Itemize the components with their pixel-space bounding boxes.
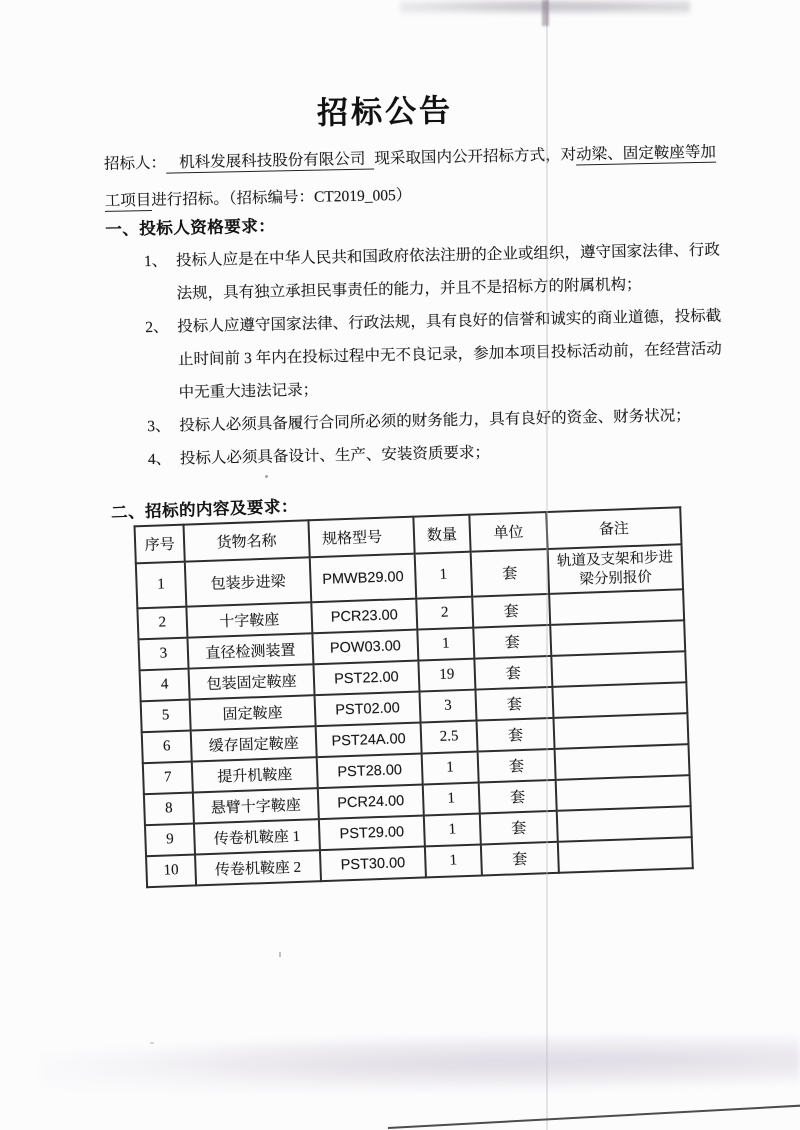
qty-cell: 1 <box>417 628 474 661</box>
item-number: 3、 <box>147 417 171 436</box>
name-cell: 提升机鞍座 <box>192 757 318 792</box>
intro-tail-text: 进行招标。（招标编号：CT2019_005） <box>151 186 412 209</box>
section2-heading: 二、招标的内容及要求： <box>110 496 299 523</box>
qty-cell: 2 <box>416 597 473 630</box>
table-body <box>136 544 693 887</box>
seq-column-header: 序号 <box>135 525 185 564</box>
remark-cell <box>555 744 690 780</box>
name-cell: 悬臂十字鞍座 <box>193 788 319 823</box>
unit-cell: 套 <box>479 780 557 814</box>
remark-column-header: 备注 <box>546 507 681 549</box>
section1-heading: 一、投标人资格要求： <box>105 216 276 239</box>
item-number: 1、 <box>143 252 168 271</box>
model-cell: PST28.00 <box>317 754 423 789</box>
seq-cell: 9 <box>145 824 195 857</box>
model-cell: PST02.00 <box>315 692 421 727</box>
name-column-header: 货物名称 <box>184 520 310 561</box>
name-cell: 传卷机鞍座 2 <box>195 850 321 885</box>
qty-cell: 3 <box>419 690 476 723</box>
name-cell: 传卷机鞍座 1 <box>194 819 320 854</box>
model-column-header: 规格型号 <box>308 517 414 558</box>
model-cell: PMWB29.00 <box>310 554 417 603</box>
unit-cell: 套 <box>475 687 553 721</box>
remark-cell <box>553 713 688 749</box>
intro-middle-text: 现采取国内公开招标方式，对 <box>374 146 577 168</box>
item-text: 投标人必须具备设计、生产、安装资质要求； <box>179 444 491 468</box>
item-number: 4、 <box>147 450 172 469</box>
scan-top-mark-artifact <box>542 0 549 26</box>
unit-cell: 套 <box>472 594 550 628</box>
seq-cell: 2 <box>137 607 187 640</box>
seq-cell: 10 <box>146 854 196 887</box>
qty-cell: 1 <box>425 845 482 878</box>
qty-cell: 19 <box>418 659 475 692</box>
model-cell: POW03.00 <box>312 630 418 665</box>
item-text: 投标人必须具备履行合同所必须的财务能力，具有良好的资金、财务状况； <box>179 407 691 435</box>
bidder-label: 招标人： <box>103 154 167 173</box>
seq-cell: 1 <box>136 562 187 609</box>
unit-cell: 套 <box>481 842 559 876</box>
unit-cell: 套 <box>473 625 551 659</box>
name-cell: 直径检测装置 <box>187 633 313 668</box>
unit-cell: 套 <box>478 749 556 783</box>
unit-cell: 套 <box>480 811 558 845</box>
remark-cell <box>556 775 691 811</box>
seq-cell: 7 <box>143 762 193 795</box>
remark-cell <box>558 837 693 873</box>
name-cell: 包装固定鞍座 <box>189 664 315 699</box>
remark-cell <box>557 806 692 842</box>
seq-cell: 5 <box>141 700 191 733</box>
remark-cell <box>551 651 686 687</box>
spec-table <box>133 506 693 888</box>
unit-cell: 套 <box>471 549 550 597</box>
scan-bottom-smudge-artifact <box>40 1035 800 1093</box>
seq-cell: 6 <box>142 731 192 764</box>
model-cell: PCR23.00 <box>311 599 417 634</box>
qty-cell: 1 <box>415 552 473 599</box>
qty-cell: 1 <box>424 814 481 847</box>
item-number: 2、 <box>145 318 169 337</box>
unit-column-header: 单位 <box>469 512 547 552</box>
item-text: 投标人应遵守国家法律、行政法规，具有良好的信誉和诚实的商业道德，投标截止时间前 3 年内在投标过程中无不良记录，参加本项目投标活动前，在经营活动中无重大违法记录； <box>177 307 723 402</box>
bidder-company-name: 机科发展科技股份有限公司 <box>166 150 375 173</box>
model-cell: PCR24.00 <box>318 784 424 819</box>
name-cell: 十字鞍座 <box>186 602 312 637</box>
model-cell: PST29.00 <box>319 815 425 850</box>
item-text: 投标人应是在中华人民共和国政府依法注册的企业或组织，遵守国家法律、行政法规，具有独立承担民事责任的能力，并且不是招标方的附属机构； <box>175 241 721 303</box>
qty-cell: 1 <box>422 752 479 785</box>
unit-cell: 套 <box>474 656 552 690</box>
remark-cell <box>549 589 684 625</box>
unit-cell: 套 <box>477 718 555 752</box>
seq-cell: 3 <box>138 638 188 671</box>
model-cell: PST24A.00 <box>316 723 422 758</box>
qty-cell: 2.5 <box>421 721 478 754</box>
model-cell: PST30.00 <box>320 846 426 881</box>
name-cell: 固定鞍座 <box>190 695 316 730</box>
remark-cell <box>552 682 687 718</box>
seq-cell: 4 <box>140 669 190 702</box>
remark-cell <box>550 620 685 656</box>
name-cell: 缓存固定鞍座 <box>191 726 317 761</box>
remark-cell: 轨道及支架和步进梁分别报价 <box>548 544 683 594</box>
document-title: 招标公告 <box>316 92 454 131</box>
project-name: 动梁、固定鞍座等加工项目 <box>104 143 717 210</box>
name-cell: 包装步进梁 <box>185 557 311 606</box>
qty-column-header: 数量 <box>413 515 470 554</box>
model-cell: PST22.00 <box>313 661 419 696</box>
qty-cell: 1 <box>423 783 480 816</box>
seq-cell: 8 <box>144 793 194 826</box>
